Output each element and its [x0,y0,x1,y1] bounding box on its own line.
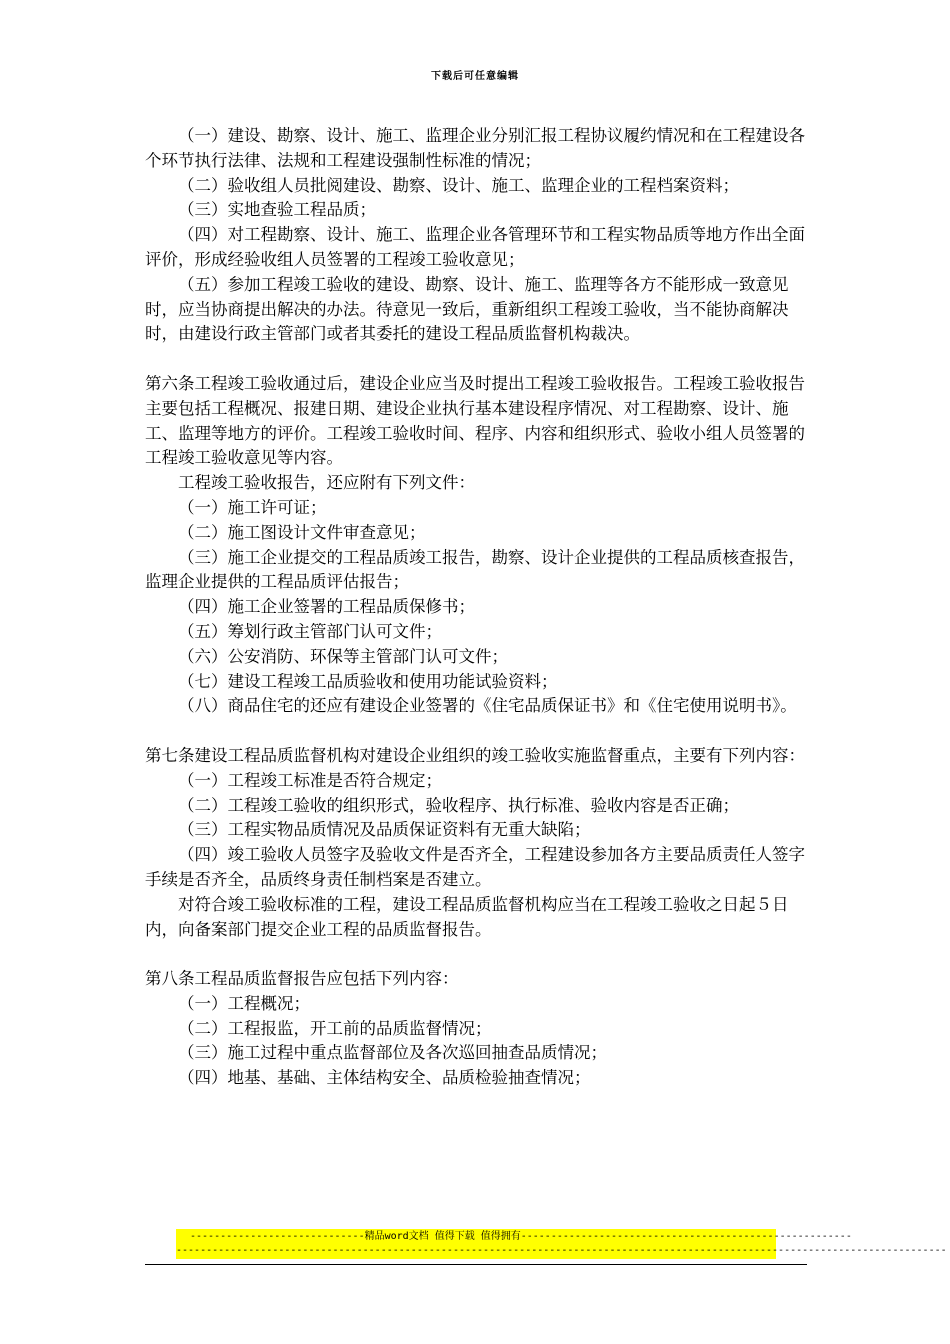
paragraph: （一）工程竣工标准是否符合规定； [178,770,442,790]
paragraph: （四）对工程勘察、设计、施工、监理企业各管理环节和工程实物品质等地方作出全面评价，形成经验收组人员签署的工程竣工验收意见； [145,225,805,269]
paragraph: （三）实地查验工程品质； [178,200,376,220]
paragraph: （五）筹划行政主管部门认可文件； [178,621,442,641]
footer-banner-line-2: -------------------------------------------------------------------------------------------------------------------------------- [176,1245,947,1256]
footer-banner [176,1229,947,1259]
paragraph: 工程竣工验收报告，还应附有下列文件： [178,473,475,493]
paragraph: （四）地基、基础、主体结构安全、品质检验抽查情况； [178,1068,591,1088]
paragraph: （六）公安消防、环保等主管部门认可文件； [178,646,508,666]
document-body [145,124,810,1091]
article-heading-paragraph: 第六条工程竣工验收通过后，建设企业应当及时提出工程竣工验收报告。工程竣工验收报告主要包括工程概况、报建日期、建设企业执行基本建设程序情况、对工程勘察、设计、施工、监理等地方的评价。工程竣工验收时间、程序、内容和组织形式、验收小组人员签署的工程竣工验收意见等内容。 [145,373,805,468]
paragraph: （一）建设、勘察、设计、施工、监理企业分别汇报工程协议履约情况和在工程建设各个环节执行法律、法规和工程建设强制性标准的情况； [145,126,805,170]
paragraph: （四）竣工验收人员签字及验收文件是否齐全，工程建设参加各方主要品质责任人签字手续是否齐全，品质终身责任制档案是否建立。 [145,845,805,889]
paragraph: （七）建设工程竣工品质验收和使用功能试验资料； [178,671,558,691]
paragraph: （二）施工图设计文件审查意见； [178,522,426,542]
paragraph: （五）参加工程竣工验收的建设、勘察、设计、施工、监理等各方不能形成一致意见时，应当协商提出解决的办法。待意见一致后，重新组织工程竣工验收，当不能协商解决时，由建设行政主管部门或者其委托的建设工程品质监督机构裁决。 [145,274,789,344]
paragraph: （三）施工过程中重点监督部位及各次巡回抽查品质情况； [178,1043,607,1063]
paragraph: （一）施工许可证； [178,497,327,517]
paragraph: （二）工程竣工验收的组织形式，验收程序、执行标准、验收内容是否正确； [178,795,739,815]
paragraph: （二）工程报监，开工前的品质监督情况； [178,1018,492,1038]
page-header: 下载后可任意编辑 [431,71,519,82]
paragraph: （一）工程概况； [178,993,310,1013]
paragraph: 对符合竣工验收标准的工程，建设工程品质监督机构应当在工程竣工验收之日起５日内，向备案部门提交企业工程的品质监督报告。 [145,894,789,939]
paragraph: （三）工程实物品质情况及品质保证资料有无重大缺陷； [178,820,591,840]
paragraph: （三）施工企业提交的工程品质竣工报告，勘察、设计企业提供的工程品质核查报告，监理企业提供的工程品质评估报告； [145,547,805,592]
paragraph: （二）验收组人员批阅建设、勘察、设计、施工、监理企业的工程档案资料； [178,175,739,195]
footer-banner-line-1: -----------------------------精品word文档 值得下载 值得拥有------------------------------------------------------- [190,1231,852,1242]
article-heading-paragraph: 第七条建设工程品质监督机构对建设企业组织的竣工验收实施监督重点，主要有下列内容： [145,745,805,765]
paragraph: （八）商品住宅的还应有建设企业签署的《住宅品质保证书》和《住宅使用说明书》。 [178,696,797,716]
footer-rule [145,1264,807,1265]
paragraph: （四）施工企业签署的工程品质保修书； [178,597,475,617]
article-heading-paragraph: 第八条工程品质监督报告应包括下列内容： [145,969,459,989]
